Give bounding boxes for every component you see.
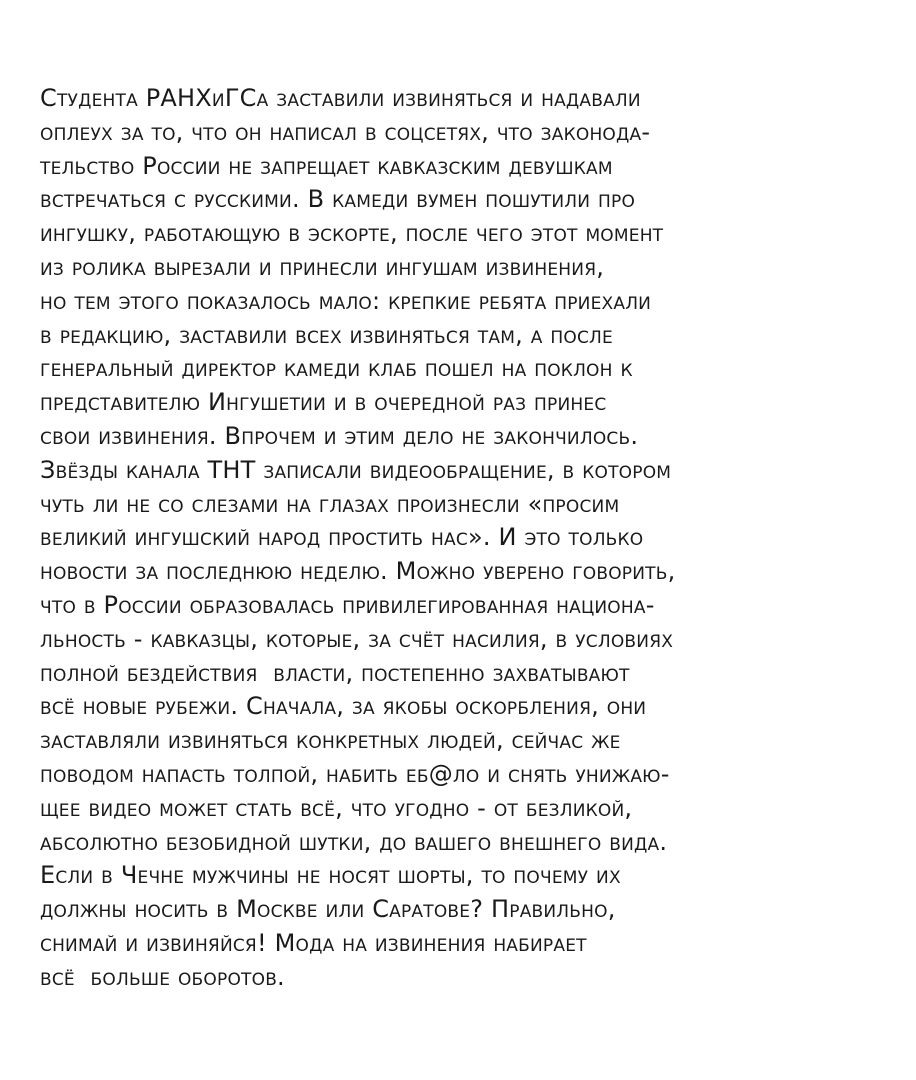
text-line: что в России образовалась привилегированная национа- <box>40 590 655 619</box>
text-line: из ролика вырезали и принесли ингушам извинения, <box>40 252 605 281</box>
text-line: ингушку, работающую в эскорте, после чего этот момент <box>40 219 664 248</box>
text-line: тельство России не запрещает кавказским девушкам <box>40 151 613 180</box>
text-line: новости за последнюю неделю. Можно уверено говорить, <box>40 557 676 586</box>
text-line: Если в Чечне мужчины не носят шорты, то почему их <box>40 861 621 890</box>
text-line: заставляли извиняться конкретных людей, сейчас же <box>40 726 621 755</box>
text-line: в редакцию, заставили всех извиняться там, а после <box>40 320 613 349</box>
article-text <box>40 82 890 995</box>
text-line: должны носить в Москве или Саратове? Правильно, <box>40 895 616 924</box>
text-line: снимай и извиняйся! Мода на извинения набирает <box>40 928 587 957</box>
text-line: оплеух за то, что он написал в соцсетях, что законода- <box>40 117 651 146</box>
text-line: но тем этого показалось мало: крепкие ребята приехали <box>40 286 652 315</box>
text-line: представителю Ингушетии и в очередной раз принес <box>40 388 607 417</box>
text-line: всё новые рубежи. Сначала, за якобы оскорбления, они <box>40 692 647 721</box>
text-line: щее видео может стать всё, что угодно - от безликой, <box>40 793 633 822</box>
text-line: свои извинения. Впрочем и этим дело не закончилось. <box>40 421 639 450</box>
text-line: великий ингушский народ простить нас». И это только <box>40 523 644 552</box>
text-line: Звёзды канала ТНТ записали видеообращение, в котором <box>40 455 672 484</box>
text-line: чуть ли не со слезами на глазах произнесли «просим <box>40 489 620 518</box>
text-line: абсолютно безобидной шутки, до вашего внешнего вида. <box>40 827 668 856</box>
text-line: льность - кавказцы, которые, за счёт насилия, в условиях <box>40 624 674 653</box>
text-line: встречаться с русскими. В камеди вумен пошутили про <box>40 185 636 214</box>
text-line: всё больше оборотов. <box>40 962 285 991</box>
text-line: Студента РАНХиГСа заставили извиняться и надавали <box>40 84 641 112</box>
text-line: поводом напасть толпой, набить еб@ло и снять унижаю- <box>40 759 670 788</box>
text-line: полной бездействия власти, постепенно захватывают <box>40 658 630 687</box>
text-line: генеральный директор камеди клаб пошел на поклон к <box>40 354 633 383</box>
